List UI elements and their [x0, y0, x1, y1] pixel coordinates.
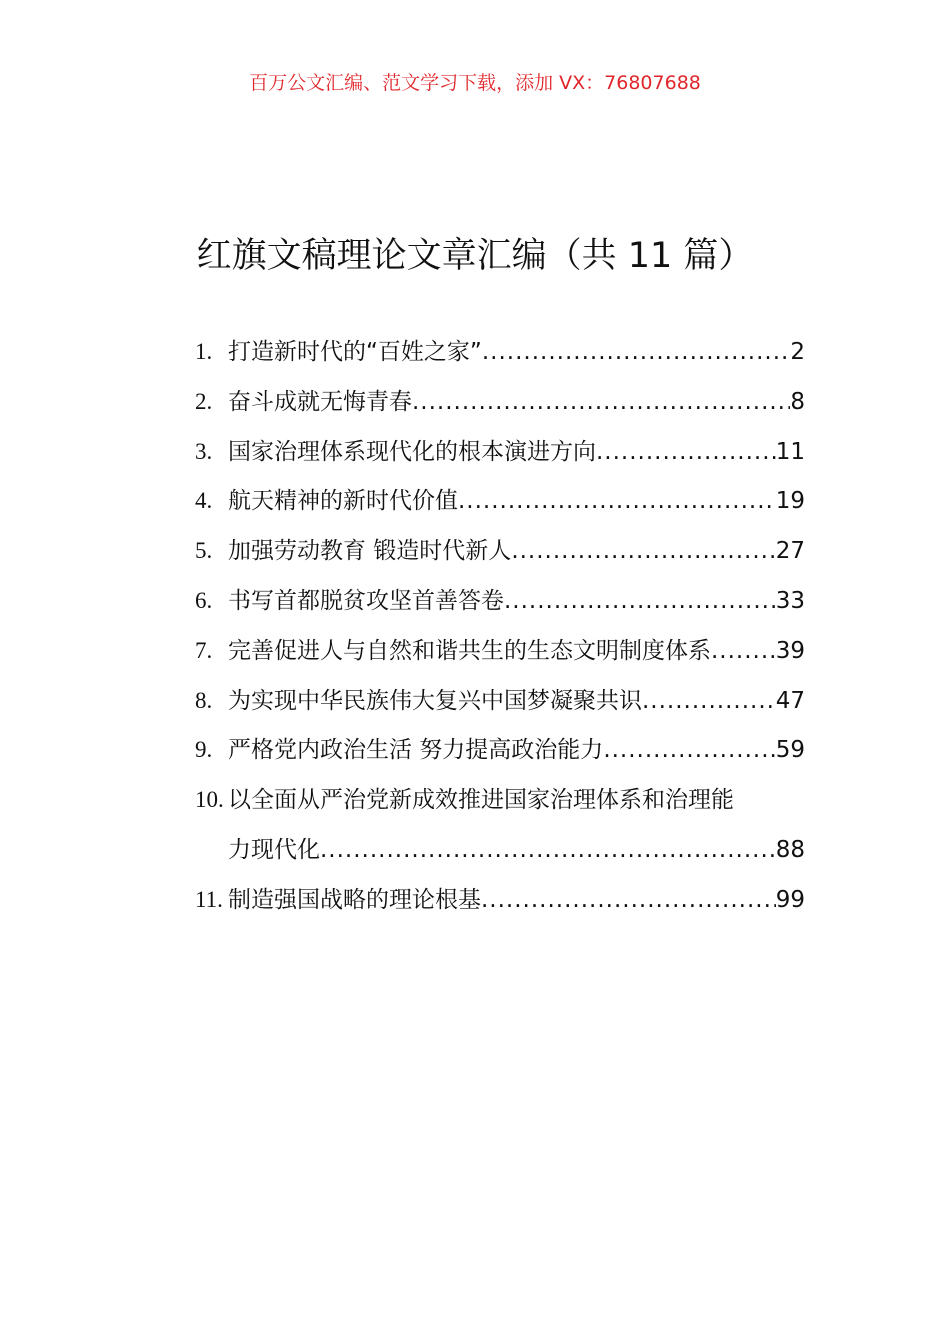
toc-entry[interactable]: [195, 781, 805, 831]
dot-leader: [482, 339, 791, 365]
dot-leader: [481, 887, 776, 913]
toc-entry[interactable]: [195, 632, 805, 682]
dot-leader: [711, 638, 776, 664]
document-title: 红旗文稿理论文章汇编（共 11 篇）: [196, 236, 754, 276]
toc-number: 10.: [195, 787, 224, 813]
toc-entry[interactable]: [195, 881, 805, 931]
dot-leader: [504, 588, 776, 614]
toc-page: 19: [775, 488, 805, 515]
dot-leader: [511, 538, 775, 564]
toc-entry[interactable]: [195, 682, 805, 732]
toc-title: 国家治理体系现代化的根本演进方向: [228, 438, 596, 465]
toc-title-continuation: 力现代化: [228, 836, 320, 863]
toc-title: 打造新时代的“百姓之家”: [228, 339, 482, 365]
toc-page: 88: [775, 836, 805, 863]
toc-number: 11.: [195, 886, 223, 912]
toc-title: 以全面从严治党新成效推进国家治理体系和治理能: [228, 787, 734, 814]
toc-entry[interactable]: [195, 582, 805, 632]
toc-entry[interactable]: [195, 433, 805, 483]
toc-title: 奋斗成就无悔青春: [228, 388, 412, 415]
table-of-contents: [195, 333, 805, 931]
toc-page: 47: [775, 687, 805, 714]
toc-number: 5.: [195, 538, 213, 564]
watermark-banner: 百万公文汇编、范文学习下载，添加 VX：76807688: [249, 72, 701, 94]
toc-number: 6.: [195, 587, 213, 613]
toc-page: 33: [775, 587, 805, 614]
toc-page: 99: [775, 886, 805, 913]
toc-number: 1.: [195, 339, 213, 364]
toc-entry[interactable]: [195, 482, 805, 532]
toc-number: 8.: [195, 687, 213, 713]
dot-leader: [458, 488, 776, 514]
dot-leader: [596, 439, 776, 465]
toc-number: 7.: [195, 637, 213, 663]
toc-page: 39: [775, 637, 805, 664]
toc-entry[interactable]: [195, 731, 805, 781]
toc-title: 完善促进人与自然和谐共生的生态文明制度体系: [228, 637, 711, 664]
toc-number: 2.: [195, 388, 213, 414]
toc-page: 2: [790, 339, 805, 365]
toc-page: 59: [775, 737, 805, 764]
toc-title: 严格党内政治生活 努力提高政治能力: [228, 737, 604, 764]
toc-entry[interactable]: [195, 532, 805, 582]
toc-entry[interactable]: [195, 383, 805, 433]
toc-number: 4.: [195, 488, 213, 514]
toc-page: 11: [775, 438, 805, 465]
toc-title: 航天精神的新时代价值: [228, 488, 458, 515]
toc-number: 3.: [195, 438, 213, 464]
dot-leader: [642, 688, 776, 714]
toc-page: 27: [775, 538, 805, 565]
toc-entry-continuation[interactable]: [195, 831, 805, 881]
dot-leader: [412, 389, 790, 415]
dot-leader: [320, 837, 776, 863]
toc-title: 制造强国战略的理论根基: [228, 886, 481, 913]
toc-title: 书写首都脱贫攻坚首善答卷: [228, 587, 504, 614]
toc-number: 9.: [195, 737, 213, 763]
dot-leader: [603, 737, 775, 763]
toc-page: 8: [790, 388, 805, 415]
toc-title: 加强劳动教育 锻造时代新人: [228, 538, 512, 565]
toc-entry[interactable]: [195, 333, 805, 383]
toc-title: 为实现中华民族伟大复兴中国梦凝聚共识: [228, 687, 642, 714]
